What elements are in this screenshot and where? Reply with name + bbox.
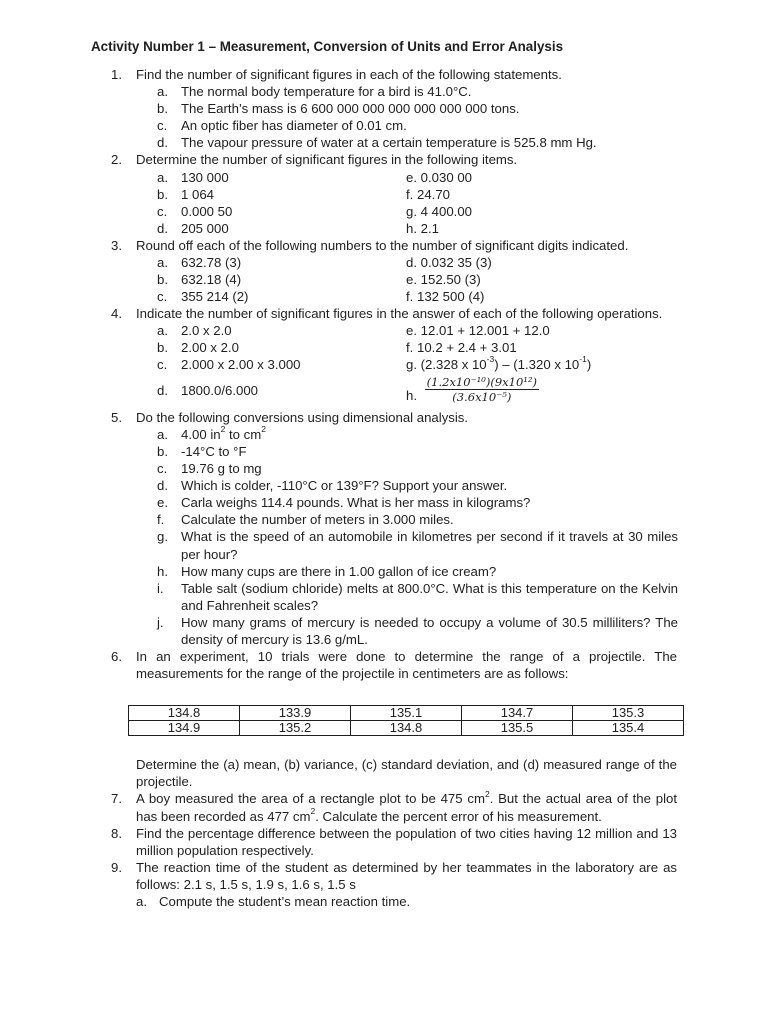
- question-number: 2.: [111, 152, 122, 168]
- list-item: e. Carla weighs 114.4 pounds. What is her mass in kilograms?: [157, 495, 531, 511]
- question-text: Do the following conversions using dimensional analysis.: [136, 409, 469, 425]
- list-item: b. 632.18 (4) e. 152.50 (3): [157, 271, 481, 287]
- list-item: c. An optic fiber has diameter of 0.01 cm.: [157, 118, 407, 134]
- table-cell: 135.2: [240, 721, 351, 736]
- question-list: [0, 66, 768, 910]
- list-item: a. 4.00 $in^2$ to $cm^2$: [157, 424, 266, 442]
- table-cell: 134.7: [462, 706, 573, 721]
- question-number: 8.: [111, 825, 122, 841]
- fraction-numerator: (1.2𝑥10⁻¹⁰)(9𝑥10¹²): [426, 374, 537, 389]
- question-5: [0, 409, 677, 426]
- list-item: i. Table salt (sodium chloride) melts at 800.0°C. What is this temperature on the Kelvin and Fahrenheit scales?: [157, 580, 678, 613]
- question-text: The reaction time of the student as determined by her teammates in the laboratory are as follows: 2.1 s, 1.5 s, 1.9 s, 1.6 s, 1.5 s: [136, 859, 677, 892]
- question-6: [0, 648, 677, 682]
- table-cell: 134.8: [351, 721, 462, 736]
- question-text: A boy measured the area of a rectangle plot to be 475 $cm^2$. But the actual area of the plot has been recorded as 477 $cm^2$. Calculate the percent error of his measurement.: [136, 789, 677, 824]
- question-number: 5.: [111, 409, 122, 425]
- table-row: [129, 721, 684, 736]
- list-item: c. 0.000 50 g. 4 400.00: [157, 203, 472, 219]
- table-cell: 135.4: [573, 721, 684, 736]
- list-item: b. -14°C to °F: [157, 443, 247, 459]
- list-item: d. 1800.0/6.000 h. $\frac{\text{(1.2𝑥10⁻¹⁰)(9𝑥10¹²)}}{\text{(3.6𝑥10⁻⁵)}}$: [157, 374, 537, 404]
- question-1: [0, 66, 677, 83]
- list-item: g. What is the speed of an automobile in kilometres per second if it travels at 30 miles per hour?: [157, 529, 678, 562]
- list-item: a. 2.0 x 2.0 e. 12.01 + 12.001 + 12.0: [157, 322, 550, 338]
- question-text: Determine the number of significant figures in the following items.: [136, 152, 518, 168]
- list-item: a. The normal body temperature for a bird is 41.0°C.: [157, 84, 472, 100]
- question-8: [0, 825, 677, 859]
- question-9: [0, 859, 677, 893]
- table-cell: 135.3: [573, 706, 684, 721]
- question-text: Determine the (a) mean, (b) variance, (c) standard deviation, and (d) measured range of the projectile.: [136, 757, 677, 790]
- question-text: Find the number of significant figures in each of the following statements.: [136, 67, 562, 82]
- question-number: 6.: [111, 649, 122, 665]
- question-7: [0, 790, 677, 824]
- list-item: c. 19.76 g to mg: [157, 461, 262, 477]
- list-item: c. 2.000 x 2.00 x 3.000 g. (2.328 x $10^{-3}) - (1.320$ x $10^{-1}$): [157, 354, 592, 372]
- page-title: Activity Number 1 – Measurement, Conversion of Units and Error Analysis: [91, 39, 564, 54]
- table-cell: 135.5: [462, 721, 573, 736]
- list-item: b. The Earth’s mass is 6 600 000 000 000 000 000 000 tons.: [157, 101, 520, 117]
- list-item: h. How many cups are there in 1.00 gallon of ice cream?: [157, 563, 497, 579]
- list-item: j. How many grams of mercury is needed to occupy a volume of 30.5 milliliters? The density of mercury is 13.6 g/mL.: [157, 614, 678, 647]
- measurement-table: [128, 705, 684, 736]
- list-item: a. 632.78 (3) d. 0.032 35 (3): [157, 254, 492, 270]
- list-item: d. 205 000 h. 2.1: [157, 220, 439, 236]
- question-text: Indicate the number of significant figures in the answer of each of the following operations.: [136, 305, 663, 321]
- list-item: c. 355 214 (2) f. 132 500 (4): [157, 288, 485, 304]
- question-text: In an experiment, 10 trials were done to determine the range of a projectile. The measurements for the range of the projectile in centimeters are as follows:: [136, 649, 677, 682]
- list-item: b. 2.00 x 2.0 f. 10.2 + 2.4 + 3.01: [157, 339, 517, 355]
- list-item: a. Compute the student’s mean reaction time.: [136, 894, 411, 909]
- table-cell: 135.1: [351, 706, 462, 721]
- list-item: a. 130 000 e. 0.030 00: [157, 169, 472, 185]
- question-number: 9.: [111, 859, 122, 875]
- question-number: 7.: [111, 791, 122, 807]
- table-row: [129, 706, 684, 721]
- table-cell: 133.9: [240, 706, 351, 721]
- question-text: Find the percentage difference between the population of two cities having 12 million and 13 million population respectively.: [136, 825, 677, 858]
- list-item: d. Which is colder, -110°C or 139°F? Support your answer.: [157, 478, 508, 494]
- question-4: [0, 305, 677, 322]
- list-item: d. The vapour pressure of water at a certain temperature is 525.8 mm Hg.: [157, 135, 597, 151]
- question-3: [0, 237, 677, 254]
- question-number: 4.: [111, 305, 122, 321]
- question-number: 3.: [111, 237, 122, 253]
- fraction-expression: h. $\frac{\text{(1.2𝑥10⁻¹⁰)(9𝑥10¹²)}}{\text{(3.6𝑥10⁻⁵)}}$: [406, 374, 537, 404]
- question-2: [0, 151, 677, 168]
- list-item: b. 1 064 f. 24.70: [157, 186, 450, 202]
- list-item: f. Calculate the number of meters in 3.000 miles.: [157, 512, 454, 528]
- question-6-followup: [0, 756, 677, 790]
- table-cell: 134.8: [129, 706, 240, 721]
- table-cell: 134.9: [129, 721, 240, 736]
- fraction-denominator: (3.6𝑥10⁻⁵): [452, 389, 512, 404]
- question-number: 1.: [111, 67, 122, 82]
- question-text: Round off each of the following numbers to the number of significant digits indicated.: [136, 237, 629, 253]
